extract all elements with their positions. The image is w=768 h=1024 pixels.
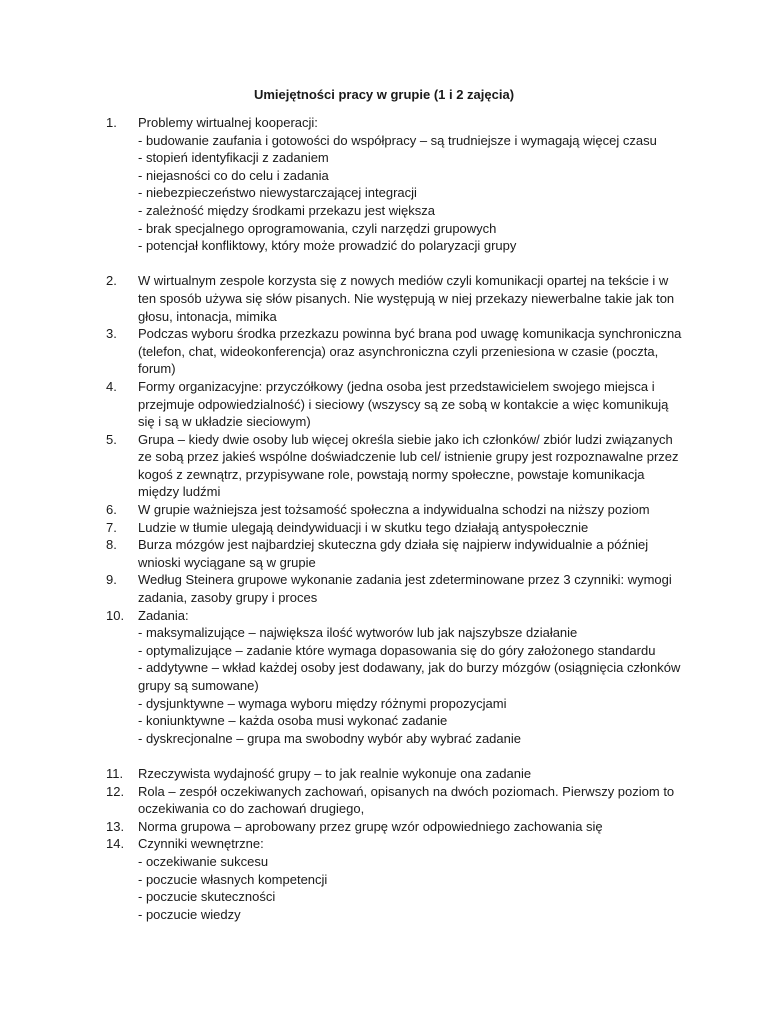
list-item-line: zadania, zasoby grupy i proces bbox=[138, 590, 318, 606]
list-item-line: wnioski wyciągane są w grupie bbox=[138, 554, 316, 570]
list-item bbox=[0, 783, 678, 818]
list-item bbox=[0, 835, 678, 923]
list-item bbox=[0, 571, 678, 606]
list-item-line: - addytywne – wkład każdej osoby jest dodawany, jak do burzy mózgów (osiągnięcia członków bbox=[138, 660, 681, 676]
list-item-line: Według Steinera grupowe wykonanie zadania jest zdeterminowane przez 3 czynniki: wymogi bbox=[138, 572, 672, 588]
list-item-line: - stopień identyfikacji z zadaniem bbox=[138, 150, 329, 166]
list-item-number: 10. bbox=[106, 607, 125, 623]
list-item-line: Czynniki wewnętrzne: bbox=[138, 836, 264, 852]
list-item-number: 14. bbox=[106, 836, 125, 852]
list-item-number: 5. bbox=[106, 431, 117, 447]
list-item-number: 3. bbox=[106, 326, 117, 342]
list-item-line: - poczucie skuteczności bbox=[138, 889, 276, 905]
list-item-line: - poczucie wiedzy bbox=[138, 906, 241, 922]
list-item-line: między ludźmi bbox=[138, 484, 221, 500]
list-item-number: 6. bbox=[106, 502, 117, 518]
list-item-line: Burza mózgów jest najbardziej skuteczna gdy działa się najpierw indywidualnie a później bbox=[138, 537, 649, 553]
list-item-line: głosu, intonacja, mimika bbox=[138, 308, 277, 324]
list-item-line: - brak specjalnego oprogramowania, czyli narzędzi grupowych bbox=[138, 220, 497, 236]
list-item-line: Rola – zespół oczekiwanych zachowań, opisanych na dwóch poziomach. Pierwszy poziom to bbox=[138, 783, 675, 799]
list-item-number: 8. bbox=[106, 537, 117, 553]
list-item-line: - maksymalizujące – największa ilość wytworów lub jak najszybsze działanie bbox=[138, 625, 578, 641]
list-item-line: W wirtualnym zespole korzysta się z nowych mediów czyli komunikacji opartej na tekście i w bbox=[138, 273, 669, 289]
list-item bbox=[0, 431, 678, 501]
list-item-line: Norma grupowa – aprobowany przez grupę wzór odpowiedniego zachowania się bbox=[138, 818, 603, 834]
list-item-number: 12. bbox=[106, 783, 125, 799]
list-item-line: W grupie ważniejsza jest tożsamość społeczna a indywidualna schodzi na niższy poziom bbox=[138, 502, 650, 518]
list-item-line: ze sobą przez jakieś wspólne doświadczenie lub cel/ istnienie grupy jest rozpoznawalne przez bbox=[138, 449, 679, 465]
list-item-line: - oczekiwanie sukcesu bbox=[138, 853, 269, 869]
list-item-line: - niejasności co do celu i zadania bbox=[138, 167, 329, 183]
list-item-line: - poczucie własnych kompetencji bbox=[138, 871, 328, 887]
list-item bbox=[0, 325, 682, 378]
list-item bbox=[0, 765, 678, 783]
list-item-line: Ludzie w tłumie ulegają deindywiduacji i w skutku tego działają antyspołecznie bbox=[138, 519, 589, 535]
list-item-line: Podczas wyboru środka przezkazu powinna być brana pod uwagę komunikacja synchroniczna bbox=[138, 326, 682, 342]
list-item bbox=[0, 818, 678, 836]
numbered-list bbox=[0, 114, 768, 923]
list-item-line: forum) bbox=[138, 361, 176, 377]
list-item-line: - optymalizujące – zadanie które wymaga dopasowania się do góry założonego standardu bbox=[138, 642, 656, 658]
list-item-line: kogoś z zewnątrz, przypisywane role, powstają normy społeczne, powstaje komunikacja bbox=[138, 466, 645, 482]
list-item-line: (telefon, chat, wideokonferencja) oraz asynchroniczna czyli przeniesiona w czasie (poczta, bbox=[138, 343, 659, 359]
list-item bbox=[0, 378, 678, 431]
list-item-number: 1. bbox=[106, 115, 117, 130]
list-item-line: - dysjunktywne – wymaga wyboru między różnymi propozycjami bbox=[138, 695, 507, 711]
list-item-line: - potencjał konfliktowy, który może prowadzić do polaryzacji grupy bbox=[138, 238, 517, 254]
list-item-line: - zależność między środkami przekazu jest większa bbox=[138, 202, 435, 218]
list-item bbox=[0, 114, 678, 255]
list-item-line: ten sposób używa się słów pisanych. Nie występują w niej przekazy niewerbalne takie jak ton bbox=[138, 290, 675, 306]
list-item-number: 11. bbox=[106, 765, 124, 781]
list-item bbox=[0, 536, 678, 571]
list-item-line: - dyskrecjonalne – grupa ma swobodny wybór aby wybrać zadanie bbox=[138, 730, 521, 746]
list-item-number: 7. bbox=[106, 519, 117, 535]
list-item bbox=[0, 519, 678, 537]
list-item-line: Problemy wirtualnej kooperacji: bbox=[138, 115, 318, 130]
list-item-line: grupy są sumowane) bbox=[138, 678, 259, 693]
list-item bbox=[0, 501, 678, 519]
list-item-line: Rzeczywista wydajność grupy – to jak realnie wykonuje ona zadanie bbox=[138, 765, 532, 781]
list-item-line: Grupa – kiedy dwie osoby lub więcej określa siebie jako ich członków/ zbiór ludzi związanych bbox=[138, 431, 673, 447]
list-item-number: 4. bbox=[106, 378, 117, 394]
list-item bbox=[0, 607, 681, 748]
list-item-line: przejmuje odpowiedzialność) i sieciowy (wszyscy są ze sobą w kontakcie a więc komunikują bbox=[138, 396, 669, 412]
list-item-number: 13. bbox=[106, 818, 125, 834]
list-item-number: 9. bbox=[106, 572, 117, 588]
list-item-number: 2. bbox=[106, 273, 117, 289]
list-item-line: oczekiwania co do zachowań drugiego, bbox=[138, 801, 365, 817]
list-item-line: Zadania: bbox=[138, 607, 189, 623]
list-item-line: - budowanie zaufania i gotowości do współpracy – są trudniejsze i wymagają więcej czasu bbox=[138, 132, 657, 148]
list-item-line: - koniunktywne – każda osoba musi wykonać zadanie bbox=[138, 713, 448, 729]
list-item-line: Formy organizacyjne: przyczółkowy (jedna osoba jest przedstawicielem swojego miejsca i bbox=[138, 378, 655, 394]
page-title: Umiejętności pracy w grupie (1 i 2 zajęcia) bbox=[253, 87, 515, 102]
list-item-line: się i są w układzie sieciowym) bbox=[138, 414, 311, 430]
list-item-line: - niebezpieczeństwo niewystarczającej integracji bbox=[138, 185, 417, 201]
list-item bbox=[0, 272, 678, 325]
